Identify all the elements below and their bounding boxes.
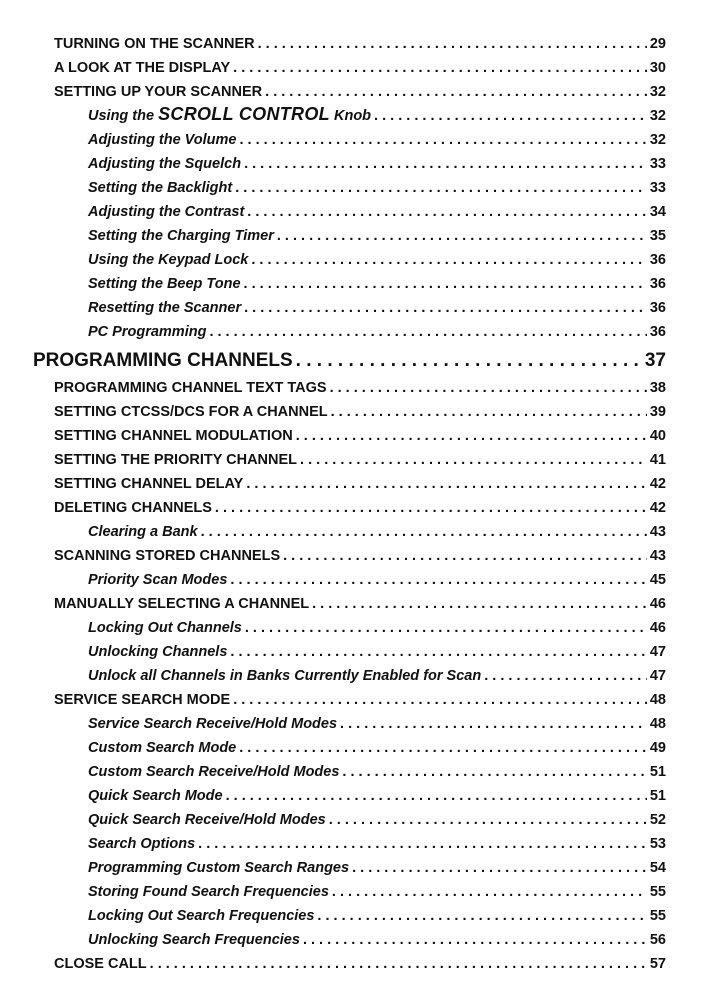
toc-entry-title: Custom Search Mode <box>88 740 237 756</box>
toc-entry[interactable] <box>0 126 709 150</box>
dot-leader <box>352 858 647 878</box>
toc-entry-page: 32 <box>649 108 666 124</box>
dot-leader <box>329 810 647 830</box>
dot-leader <box>265 82 647 102</box>
toc-entry-title: SETTING CHANNEL MODULATION <box>54 428 293 444</box>
toc-entry[interactable] <box>0 782 709 806</box>
toc-entry[interactable] <box>0 78 709 102</box>
toc-entry[interactable] <box>0 198 709 222</box>
toc-entry[interactable] <box>0 734 709 758</box>
dot-leader <box>312 594 647 614</box>
toc-entry-page: 33 <box>649 156 666 172</box>
toc-entry[interactable] <box>0 294 709 318</box>
dot-leader <box>240 130 647 150</box>
toc-entry-title <box>88 104 371 126</box>
toc-entry[interactable] <box>0 638 709 662</box>
toc-entry[interactable] <box>0 494 709 518</box>
dot-leader <box>303 930 647 950</box>
table-of-contents <box>0 30 709 974</box>
toc-entry-title: SCANNING STORED CHANNELS <box>54 548 281 564</box>
toc-entry[interactable] <box>0 54 709 78</box>
toc-entry-title: Custom Search Receive/Hold Modes <box>88 764 340 780</box>
dot-leader <box>239 738 647 758</box>
toc-chapter-page: 37 <box>644 350 666 371</box>
toc-entry-page: 36 <box>649 324 666 340</box>
toc-entry[interactable] <box>0 246 709 270</box>
toc-entry[interactable] <box>0 30 709 54</box>
toc-entry[interactable] <box>0 614 709 638</box>
toc-entry-page: 51 <box>649 764 666 780</box>
toc-entry-page: 53 <box>649 836 666 852</box>
dot-leader <box>247 202 647 222</box>
toc-entry-page: 32 <box>649 132 666 148</box>
dot-leader <box>198 834 647 854</box>
toc-entry[interactable] <box>0 422 709 446</box>
toc-entry-page: 55 <box>649 908 666 924</box>
toc-entry-title: TURNING ON THE SCANNER <box>54 36 255 52</box>
dot-leader <box>296 426 647 446</box>
toc-entry[interactable] <box>0 878 709 902</box>
dot-leader <box>296 349 642 373</box>
toc-entry-page: 40 <box>649 428 666 444</box>
toc-entry[interactable] <box>0 446 709 470</box>
toc-entry-page: 42 <box>649 500 666 516</box>
toc-entry[interactable] <box>0 566 709 590</box>
toc-entry-title: SERVICE SEARCH MODE <box>54 692 231 708</box>
toc-entry-title-suffix: Knob <box>329 108 372 124</box>
toc-entry[interactable] <box>0 222 709 246</box>
toc-entry-page: 43 <box>649 548 666 564</box>
toc-entry-page: 43 <box>649 524 666 540</box>
toc-entry-page: 51 <box>649 788 666 804</box>
toc-entry-title: Storing Found Search Frequencies <box>88 884 329 900</box>
toc-entry-title: Using the Keypad Lock <box>88 252 249 268</box>
toc-entry-title: SETTING CHANNEL DELAY <box>54 476 244 492</box>
toc-entry[interactable] <box>0 710 709 734</box>
toc-entry[interactable] <box>0 374 709 398</box>
toc-entry-title: A LOOK AT THE DISPLAY <box>54 60 231 76</box>
toc-entry-title: MANUALLY SELECTING A CHANNEL <box>54 596 310 612</box>
dot-leader <box>340 714 647 734</box>
toc-entry-page: 48 <box>649 716 666 732</box>
toc-entry-title: PC Programming <box>88 324 207 340</box>
toc-entry-title: Quick Search Mode <box>88 788 223 804</box>
toc-entry-title: SETTING THE PRIORITY CHANNEL <box>54 452 298 468</box>
toc-entry-title: SETTING UP YOUR SCANNER <box>54 84 263 100</box>
toc-entry-page: 47 <box>649 644 666 660</box>
dot-leader <box>230 642 646 662</box>
toc-entry[interactable] <box>0 542 709 566</box>
toc-entry-page: 33 <box>649 180 666 196</box>
toc-entry-page: 56 <box>649 932 666 948</box>
toc-entry-title: PROGRAMMING CHANNEL TEXT TAGS <box>54 380 327 396</box>
toc-entry[interactable] <box>0 686 709 710</box>
toc-entry-title: Locking Out Search Frequencies <box>88 908 315 924</box>
toc-entry-title: Setting the Beep Tone <box>88 276 241 292</box>
toc-entry[interactable] <box>0 806 709 830</box>
toc-entry[interactable] <box>0 318 709 342</box>
toc-entry-title: CLOSE CALL <box>54 956 147 972</box>
toc-entry-page: 38 <box>649 380 666 396</box>
toc-entry-page: 34 <box>649 204 666 220</box>
dot-leader <box>331 402 647 422</box>
toc-entry-title: Unlocking Channels <box>88 644 228 660</box>
toc-entry-title: Search Options <box>88 836 196 852</box>
toc-entry[interactable] <box>0 902 709 926</box>
toc-entry-title-emphasis: SCROLL CONTROL <box>158 104 330 124</box>
toc-entry-page: 45 <box>649 572 666 588</box>
toc-entry-page: 30 <box>649 60 666 76</box>
toc-entry[interactable] <box>0 830 709 854</box>
toc-entry-title: Unlocking Search Frequencies <box>88 932 300 948</box>
toc-entry[interactable] <box>0 518 709 542</box>
toc-entry-page: 36 <box>649 276 666 292</box>
dot-leader <box>244 298 647 318</box>
toc-entry-page: 39 <box>649 404 666 420</box>
toc-entry-page: 47 <box>649 668 666 684</box>
dot-leader <box>215 498 647 518</box>
dot-leader <box>332 882 647 902</box>
dot-leader <box>251 250 647 270</box>
toc-entry-title: Resetting the Scanner <box>88 300 242 316</box>
toc-entry[interactable] <box>0 590 709 614</box>
dot-leader <box>374 106 647 126</box>
dot-leader <box>233 58 647 78</box>
toc-entry[interactable] <box>0 950 709 974</box>
toc-entry[interactable] <box>0 854 709 878</box>
toc-entry-page: 35 <box>649 228 666 244</box>
dot-leader <box>230 570 646 590</box>
toc-entry[interactable] <box>0 174 709 198</box>
dot-leader <box>484 666 647 686</box>
toc-entry-title: Service Search Receive/Hold Modes <box>88 716 338 732</box>
toc-entry-title: Setting the Charging Timer <box>88 228 274 244</box>
dot-leader <box>201 522 647 542</box>
toc-entry[interactable] <box>0 270 709 294</box>
toc-entry-page: 55 <box>649 884 666 900</box>
toc-entry-page: 36 <box>649 252 666 268</box>
toc-entry-title-prefix: Using the <box>88 108 159 124</box>
dot-leader <box>246 474 647 494</box>
toc-entry-page: 57 <box>649 956 666 972</box>
dot-leader <box>150 954 647 974</box>
toc-entry-title: Unlock all Channels in Banks Currently Enabled for Scan <box>88 668 482 684</box>
toc-entry-title: DELETING CHANNELS <box>54 500 212 516</box>
toc-entry-title: Programming Custom Search Ranges <box>88 860 350 876</box>
toc-entry-title: Locking Out Channels <box>88 620 242 636</box>
toc-entry-page: 49 <box>649 740 666 756</box>
toc-entry-title: Setting the Backlight <box>88 180 233 196</box>
toc-entry-page: 48 <box>649 692 666 708</box>
toc-entry-title: Quick Search Receive/Hold Modes <box>88 812 326 828</box>
dot-leader <box>277 226 647 246</box>
toc-entry-title: Clearing a Bank <box>88 524 198 540</box>
toc-entry-page: 41 <box>649 452 666 468</box>
toc-entry-page: 29 <box>649 36 666 52</box>
toc-entry-page: 54 <box>649 860 666 876</box>
toc-entry[interactable] <box>0 398 709 422</box>
toc-entry-page: 42 <box>649 476 666 492</box>
toc-entry-page: 32 <box>649 84 666 100</box>
dot-leader <box>258 34 647 54</box>
dot-leader <box>317 906 646 926</box>
dot-leader <box>244 274 647 294</box>
toc-chapter-title: PROGRAMMING CHANNELS <box>33 350 293 371</box>
toc-entry-page: 36 <box>649 300 666 316</box>
toc-chapter-entry[interactable] <box>0 345 709 373</box>
toc-entry[interactable] <box>0 662 709 686</box>
dot-leader <box>245 618 647 638</box>
toc-entry-page: 46 <box>649 596 666 612</box>
toc-entry-title: Adjusting the Squelch <box>88 156 242 172</box>
toc-entry[interactable] <box>0 102 709 126</box>
dot-leader <box>226 786 647 806</box>
toc-entry[interactable] <box>0 758 709 782</box>
dot-leader <box>244 154 647 174</box>
dot-leader <box>300 450 647 470</box>
toc-entry-page: 52 <box>649 812 666 828</box>
dot-leader <box>330 378 647 398</box>
dot-leader <box>209 322 646 342</box>
toc-entry-title: Adjusting the Contrast <box>88 204 245 220</box>
toc-entry[interactable] <box>0 926 709 950</box>
toc-entry-title: Adjusting the Volume <box>88 132 237 148</box>
dot-leader <box>283 546 647 566</box>
dot-leader <box>233 690 647 710</box>
toc-entry-page: 46 <box>649 620 666 636</box>
toc-entry-title: SETTING CTCSS/DCS FOR A CHANNEL <box>54 404 328 420</box>
dot-leader <box>342 762 646 782</box>
dot-leader <box>235 178 647 198</box>
toc-entry-title: Priority Scan Modes <box>88 572 228 588</box>
toc-entry[interactable] <box>0 150 709 174</box>
toc-entry[interactable] <box>0 470 709 494</box>
